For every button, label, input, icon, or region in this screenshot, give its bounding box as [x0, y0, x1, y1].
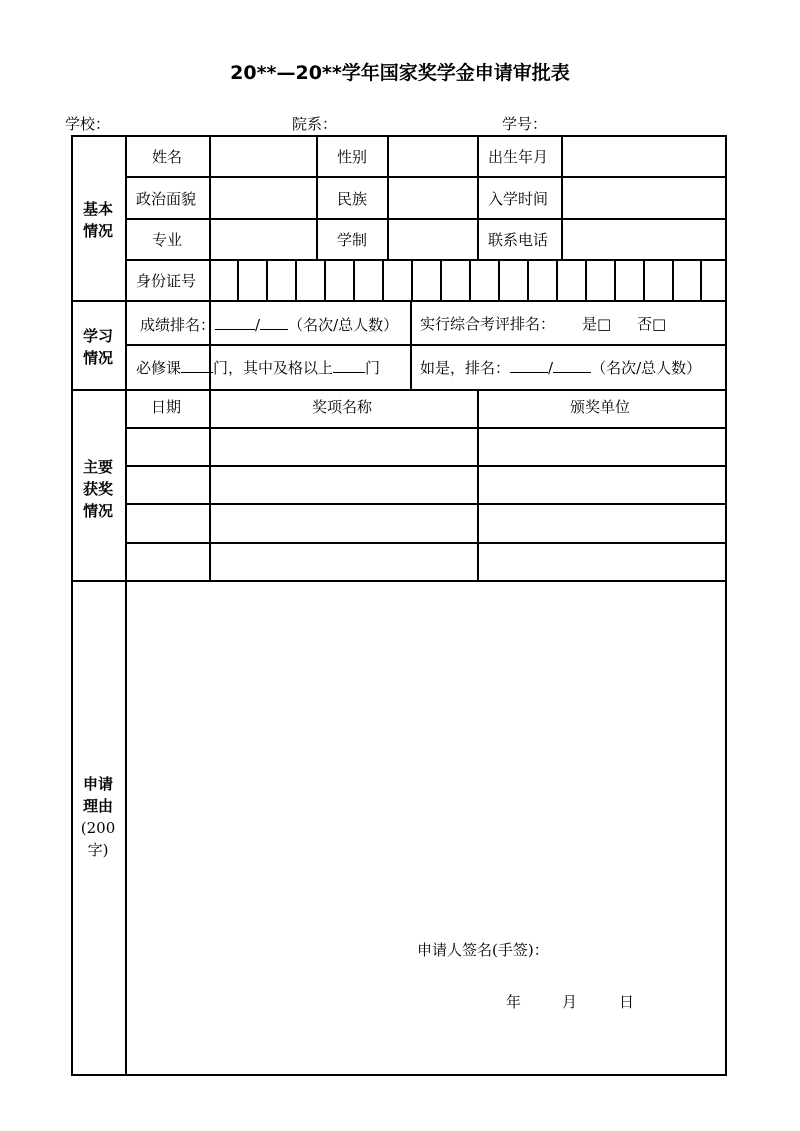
- divider-study-awards: [71, 389, 727, 391]
- rank-note: （名次/总人数）: [288, 316, 399, 334]
- if-yes-label: 如是，排名：: [420, 359, 511, 377]
- date-year: 年: [506, 993, 522, 1011]
- option-yes: 是□: [582, 315, 612, 333]
- comprehensive-rank-line: [420, 315, 555, 333]
- row-line: [125, 465, 727, 467]
- option-no: 否□: [637, 315, 667, 333]
- col-line: [477, 135, 479, 260]
- label-enroll: 入学时间: [488, 190, 549, 208]
- signature-label: 申请人签名(手签)：: [417, 941, 549, 959]
- section-study: [71, 325, 125, 369]
- total-blank: [260, 315, 288, 330]
- section-basic-line2: 情况: [82, 222, 113, 240]
- section-basic-line1: 基本: [82, 200, 113, 218]
- comprehensive-label: 实行综合考评排名：: [420, 315, 556, 333]
- label-column-divider: [125, 135, 127, 1076]
- label-phone: 联系电话: [488, 231, 549, 249]
- section-reason-line1: 申请: [82, 775, 113, 793]
- comp-rank-blank: [510, 358, 548, 373]
- id-box-line: [556, 259, 558, 301]
- id-box-line: [382, 259, 384, 301]
- rank-slash: /: [255, 316, 261, 334]
- row-line: [125, 259, 727, 261]
- id-box-line: [295, 259, 297, 301]
- id-box-line: [353, 259, 355, 301]
- id-box-line: [585, 259, 587, 301]
- col-line: [410, 300, 412, 390]
- row-line: [125, 503, 727, 505]
- row-line: [125, 427, 727, 429]
- section-awards: [71, 456, 125, 522]
- id-box-line: [700, 259, 702, 301]
- section-awards-line2: 获奖: [82, 480, 113, 498]
- row-line: [125, 344, 727, 346]
- comp-rank-slash: /: [548, 359, 554, 377]
- id-box-line: [498, 259, 500, 301]
- awards-col-name: 奖项名称: [312, 398, 373, 416]
- comp-total-blank: [553, 358, 591, 373]
- section-basic: [71, 198, 125, 242]
- department-label: 院系：: [292, 115, 338, 133]
- grade-rank-line: [140, 315, 398, 334]
- required-courses-line: [136, 358, 380, 377]
- if-yes-rank-line: [420, 358, 701, 377]
- label-duration: 学制: [337, 231, 368, 249]
- required-count-blank: [181, 358, 213, 373]
- required-mid: 门，其中及格以上: [213, 359, 334, 377]
- label-major: 专业: [152, 231, 183, 249]
- passed-count-blank: [333, 358, 365, 373]
- divider-awards-reason: [71, 580, 727, 582]
- section-study-line2: 情况: [82, 349, 113, 367]
- section-awards-line1: 主要: [82, 458, 113, 476]
- col-line: [561, 135, 563, 260]
- label-id-card: 身份证号: [136, 272, 197, 290]
- col-line: [316, 135, 318, 260]
- rank-blank: [215, 315, 255, 330]
- date-day: 日: [619, 993, 635, 1011]
- page-title: 20**—20**学年国家奖学金申请审批表: [230, 62, 570, 84]
- id-box-line: [411, 259, 413, 301]
- label-name: 姓名: [152, 148, 183, 166]
- grade-rank-label: 成绩排名：: [140, 316, 216, 334]
- awards-col-issuer: 颁奖单位: [570, 398, 631, 416]
- col-line: [209, 389, 211, 581]
- col-line: [387, 135, 389, 260]
- id-box-line: [266, 259, 268, 301]
- row-line: [125, 218, 727, 220]
- label-political: 政治面貌: [136, 190, 197, 208]
- required-prefix: 必修课: [136, 359, 182, 377]
- id-box-line: [614, 259, 616, 301]
- id-box-line: [237, 259, 239, 301]
- awards-col-date: 日期: [151, 398, 182, 416]
- section-reason: [71, 773, 125, 861]
- label-gender: 性别: [337, 148, 368, 166]
- id-box-line: [643, 259, 645, 301]
- id-box-line: [440, 259, 442, 301]
- section-reason-line2: 理由: [82, 797, 113, 815]
- divider-basic-study: [71, 300, 727, 302]
- comp-rank-note: （名次/总人数）: [591, 359, 702, 377]
- label-birth: 出生年月: [488, 148, 549, 166]
- required-suffix: 门: [365, 359, 381, 377]
- id-box-line: [469, 259, 471, 301]
- col-line: [477, 389, 479, 581]
- id-box-line: [527, 259, 529, 301]
- id-box-line: [324, 259, 326, 301]
- label-ethnicity: 民族: [337, 190, 368, 208]
- section-reason-note2: 字): [87, 841, 109, 859]
- school-label: 学校：: [65, 115, 111, 133]
- row-line: [125, 542, 727, 544]
- section-reason-note1: (200: [80, 819, 116, 837]
- row-line: [125, 176, 727, 178]
- id-box-line: [672, 259, 674, 301]
- section-awards-line3: 情况: [82, 502, 113, 520]
- section-study-line1: 学习: [82, 327, 113, 345]
- date-month: 月: [562, 993, 578, 1011]
- student-id-label: 学号：: [502, 115, 548, 133]
